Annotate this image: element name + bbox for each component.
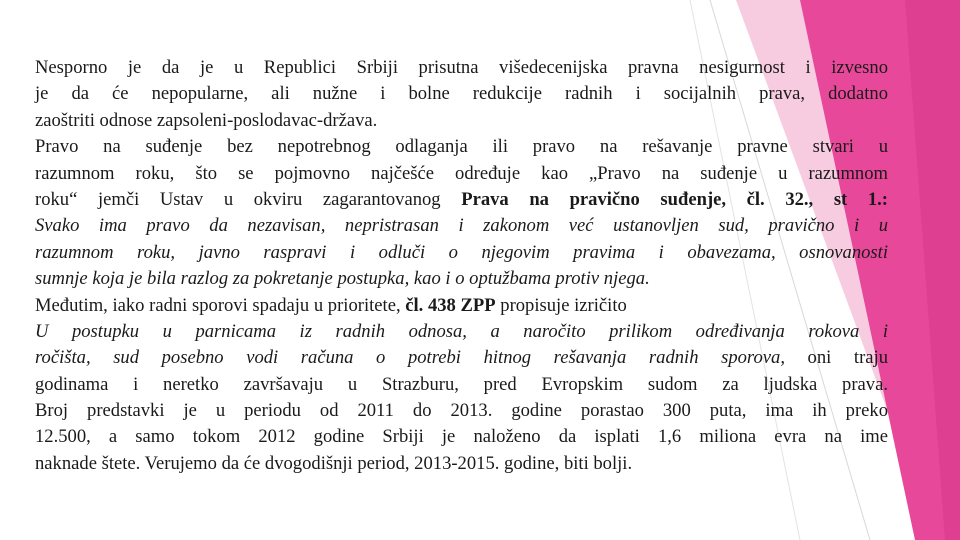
body-line-1: Nesporno je da je u Republici Srbiji prisutna višedecenijska pravna nesigurnost i izvesno (35, 57, 888, 78)
body-line-3: zaoštriti odnose zapsoleni-poslodavac-država. (35, 109, 378, 131)
body-line-10-tail: propisuje izričito (495, 294, 627, 316)
body-line-14: Broj predstavki je u periodu od 2011 do 2013. godine porastao 300 puta, ima ih preko (35, 400, 888, 422)
body-line-12-tail: oni traju (784, 347, 888, 369)
body-line-8-quote: razumnom roku, javno raspravi i odluči o njegovim pravima i obavezama, osnovanosti (35, 241, 888, 263)
body-line-11-quote: U postupku u parnicama iz radnih odnosa, a naročito prilikom određivanja rokova i (35, 320, 888, 342)
body-line-6-text: roku“ jemči Ustav u okviru zagarantovanog (35, 188, 462, 210)
body-line-9-quote: sumnje koja je bila razlog za pokretanje postupka, kao i o optužbama protiv njega. (35, 268, 650, 290)
body-line-12-quote: ročišta, sud posebno vodi računa o potrebi hitnog rešavanja radnih sporova, (35, 347, 785, 369)
body-line-12 (35, 345, 888, 371)
body-line-4: Pravo na suđenje bez nepotrebnog odlaganja ili pravo na rešavanje pravne stvari u (35, 136, 888, 158)
body-line-2: je da će nepopularne, ali nužne i bolne redukcije radnih i socijalnih prava, dodatno (35, 83, 888, 105)
body-line-10 (35, 293, 888, 319)
body-line-15: 12.500, a samo tokom 2012 godine Srbiji je naloženo da isplati 1,6 miliona evra na ime (35, 426, 888, 448)
constitution-article-reference: Prava na pravično suđenje, čl. 32., st 1.: (461, 188, 888, 210)
zpp-article-reference: čl. 438 ZPP (405, 294, 496, 316)
text-body (35, 55, 888, 477)
body-line-6 (35, 187, 888, 213)
body-line-13: godinama i neretko završavaju u Strazburu, pred Evropskim sudom za ljudska prava. (35, 373, 888, 395)
body-line-10-text: Međutim, iako radni sporovi spadaju u prioritete, (35, 294, 406, 316)
body-line-5: razumnom roku, što se pojmovno najčešće određuje kao „Pravo na suđenje u razumnom (35, 162, 888, 184)
body-line-7-quote: Svako ima pravo da nezavisan, nepristrasan i zakonom već ustanovljen sud, pravično i u (35, 215, 888, 237)
body-line-16: naknade štete. Verujemo da će dvogodišnji period, 2013-2015. godine, biti bolji. (35, 452, 633, 474)
